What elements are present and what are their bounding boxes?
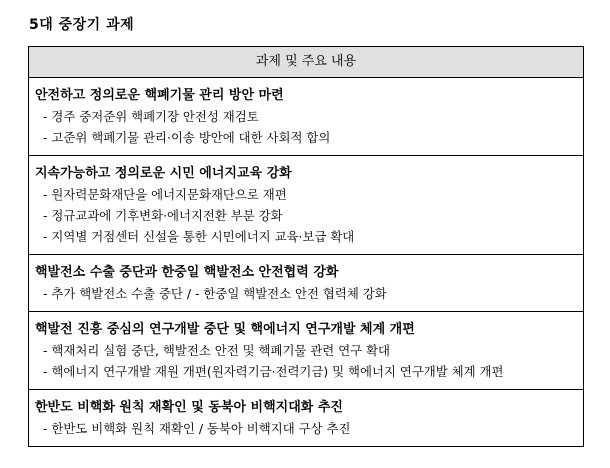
section-waste-management <box>29 78 583 155</box>
section-title: 한반도 비핵화 원칙 재확인 및 동북아 비핵지대화 추진 <box>35 400 343 415</box>
section-rnd-reform <box>29 311 583 389</box>
section-title: 핵발전 진흥 중심의 연구개발 중단 및 핵에너지 연구개발 체계 개편 <box>35 322 415 337</box>
agenda-table <box>28 46 584 447</box>
list-item: - 한반도 비핵화 원칙 재확인 / 동북아 비핵지대 구상 추진 <box>43 421 351 436</box>
table-header: 과제 및 주요 내용 <box>29 47 583 78</box>
list-item: - 경주 중저준위 핵폐기장 안전성 재검토 <box>43 109 259 124</box>
list-item: - 추가 핵발전소 수출 중단 / - 한중일 핵발전소 안전 협력체 강화 <box>43 286 387 301</box>
section-title: 지속가능하고 정의로운 시민 에너지교육 강화 <box>35 166 292 181</box>
page-title: 5대 중장기 과제 <box>29 17 135 33</box>
section-export-halt <box>29 254 583 311</box>
section-denuclearization <box>29 389 583 446</box>
list-item: - 지역별 거점센터 신설을 통한 시민에너지 교육·보급 확대 <box>43 229 355 244</box>
section-title: 안전하고 정의로운 핵폐기물 관리 방안 마련 <box>35 88 284 103</box>
list-item: - 고준위 핵폐기물 관리·이송 방안에 대한 사회적 합의 <box>43 130 331 145</box>
list-item: - 핵에너지 연구개발 재원 개편(원자력기금·전력기금) 및 핵에너지 연구개발 체계 개편 <box>43 364 504 379</box>
list-item: - 정규교과에 기후변화·에너지전환 부분 강화 <box>43 208 283 223</box>
list-item: - 원자력문화재단을 에너지문화재단으로 재편 <box>43 187 287 202</box>
list-item: - 핵재처리 실험 중단, 핵발전소 안전 및 핵폐기물 관련 연구 확대 <box>43 343 391 358</box>
section-energy-education <box>29 155 583 254</box>
section-title: 핵발전소 수출 중단과 한중일 핵발전소 안전협력 강화 <box>35 265 339 280</box>
